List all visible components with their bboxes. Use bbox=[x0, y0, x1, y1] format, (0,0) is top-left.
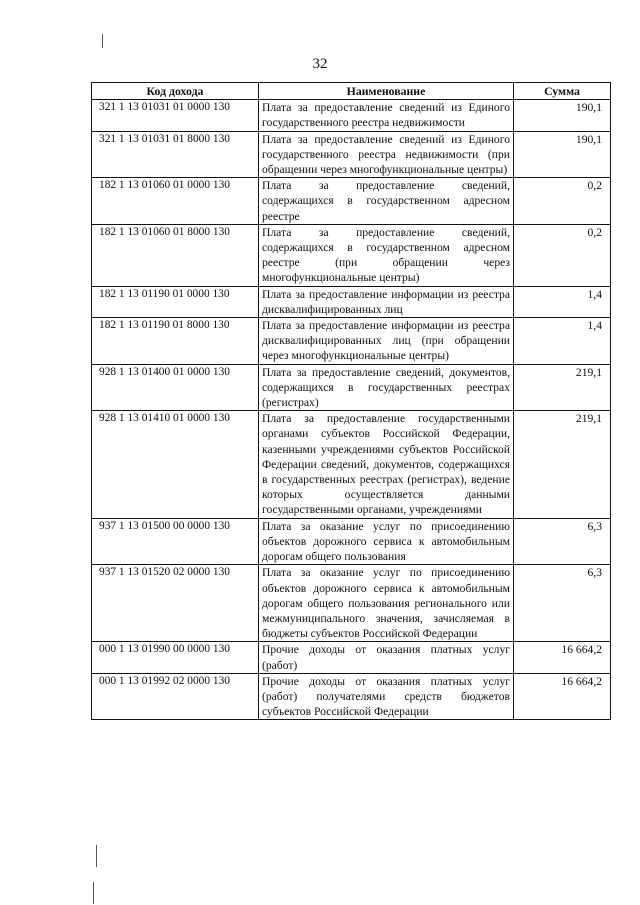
revenue-code: 321 1 13 01031 01 8000 130 bbox=[92, 131, 259, 178]
revenue-sum: 190,1 bbox=[514, 131, 611, 178]
revenue-code: 937 1 13 01520 02 0000 130 bbox=[92, 565, 259, 642]
revenue-sum: 190,1 bbox=[514, 100, 611, 131]
revenue-sum: 16 664,2 bbox=[514, 642, 611, 673]
revenue-table bbox=[91, 82, 611, 720]
table-row bbox=[92, 565, 611, 642]
revenue-sum: 0,2 bbox=[514, 224, 611, 286]
revenue-name: Плата за оказание услуг по присоединению объектов дорожного сервиса к автомобильным дорогам общего пользования регионального или межмуниципального значения, зачисляемая в бюджеты субъектов Российской Федерации bbox=[259, 565, 514, 642]
table-row bbox=[92, 318, 611, 365]
table-row bbox=[92, 286, 611, 317]
margin-mark bbox=[96, 845, 97, 867]
revenue-code: 928 1 13 01400 01 0000 130 bbox=[92, 364, 259, 411]
revenue-name: Плата за предоставление сведений из Единого государственного реестра недвижимости bbox=[259, 100, 514, 131]
revenue-name: Плата за предоставление информации из реестра дисквалифицированных лиц bbox=[259, 286, 514, 317]
revenue-code: 182 1 13 01060 01 0000 130 bbox=[92, 178, 259, 225]
revenue-name: Плата за предоставление государственными органами субъектов Российской Федерации, казенными учреждениями субъектов Российской Федерации сведений, документов, содержащихся в государственных реестрах (регистрах), ведение которых осуществляется данными государственными органами, учреждениями bbox=[259, 411, 514, 518]
table-row bbox=[92, 131, 611, 178]
header-code: Код дохода bbox=[92, 83, 259, 100]
revenue-code: 937 1 13 01500 00 0000 130 bbox=[92, 518, 259, 565]
header-name: Наименование bbox=[259, 83, 514, 100]
revenue-sum: 219,1 bbox=[514, 364, 611, 411]
revenue-code: 000 1 13 01990 00 0000 130 bbox=[92, 642, 259, 673]
margin-mark bbox=[93, 882, 94, 904]
revenue-sum: 1,4 bbox=[514, 318, 611, 365]
table-row bbox=[92, 411, 611, 518]
table-row bbox=[92, 224, 611, 286]
page-number: 32 bbox=[312, 56, 328, 72]
table-row bbox=[92, 364, 611, 411]
table-row bbox=[92, 673, 611, 720]
header-sum: Сумма bbox=[514, 83, 611, 100]
revenue-sum: 219,1 bbox=[514, 411, 611, 518]
revenue-name: Плата за предоставление сведений, документов, содержащихся в государственных реестрах (регистрах) bbox=[259, 364, 514, 411]
revenue-name: Плата за оказание услуг по присоединению объектов дорожного сервиса к автомобильным дорогам общего пользования bbox=[259, 518, 514, 565]
revenue-code: 182 1 13 01190 01 8000 130 bbox=[92, 318, 259, 365]
margin-mark bbox=[102, 34, 103, 48]
revenue-code: 928 1 13 01410 01 0000 130 bbox=[92, 411, 259, 518]
revenue-sum: 1,4 bbox=[514, 286, 611, 317]
table-row bbox=[92, 178, 611, 225]
revenue-sum: 6,3 bbox=[514, 518, 611, 565]
revenue-name: Плата за предоставление сведений, содержащихся в государственном адресном реестре bbox=[259, 178, 514, 225]
table-row bbox=[92, 642, 611, 673]
table-row bbox=[92, 100, 611, 131]
revenue-code: 321 1 13 01031 01 0000 130 bbox=[92, 100, 259, 131]
revenue-sum: 6,3 bbox=[514, 565, 611, 642]
table-row bbox=[92, 518, 611, 565]
revenue-name: Прочие доходы от оказания платных услуг (работ) получателями средств бюджетов субъектов Российской Федерации bbox=[259, 673, 514, 720]
revenue-name: Плата за предоставление сведений из Единого государственного реестра недвижимости (при обращении через многофункциональные центры) bbox=[259, 131, 514, 178]
revenue-code: 182 1 13 01190 01 0000 130 bbox=[92, 286, 259, 317]
revenue-code: 000 1 13 01992 02 0000 130 bbox=[92, 673, 259, 720]
revenue-name: Плата за предоставление сведений, содержащихся в государственном адресном реестре (при обращении через многофункциональные центры) bbox=[259, 224, 514, 286]
revenue-name: Прочие доходы от оказания платных услуг (работ) bbox=[259, 642, 514, 673]
revenue-code: 182 1 13 01060 01 8000 130 bbox=[92, 224, 259, 286]
revenue-sum: 16 664,2 bbox=[514, 673, 611, 720]
revenue-sum: 0,2 bbox=[514, 178, 611, 225]
table-header-row bbox=[92, 83, 611, 100]
revenue-name: Плата за предоставление информации из реестра дисквалифицированных лиц (при обращении через многофункциональные центры) bbox=[259, 318, 514, 365]
